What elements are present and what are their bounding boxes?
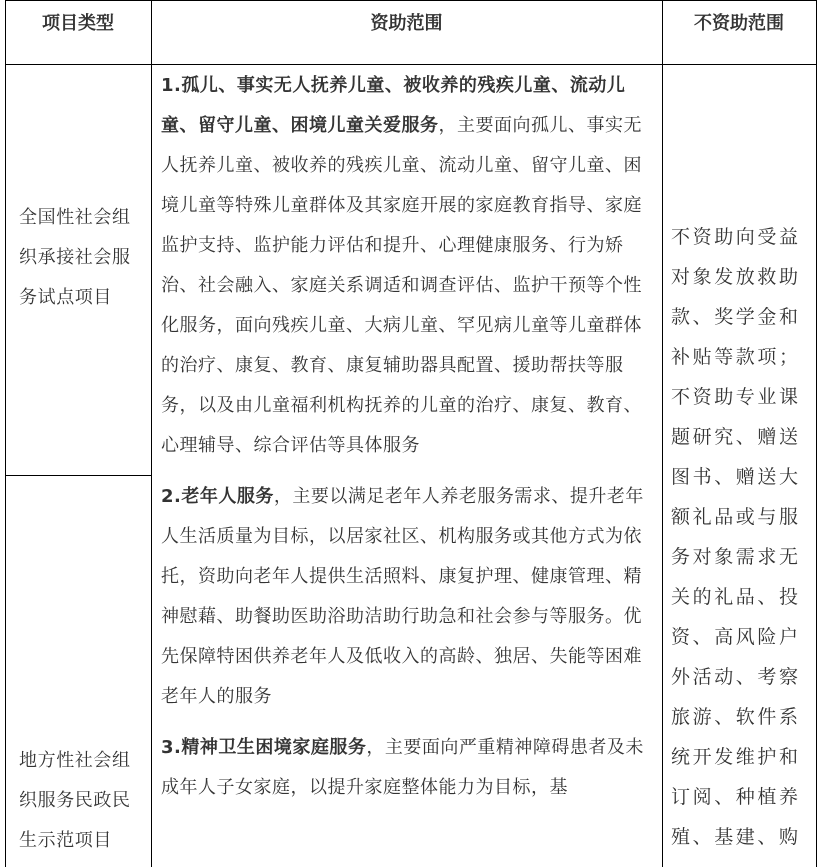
- funding-item-title: 2.老年人服务: [161, 486, 274, 507]
- not-funded-text: 不资助向受益对象发放救助款、奖学金和补贴等款项；不资助专业课题研究、赠送图书、赠送大额礼品或与服务对象需求无关的礼品、投资、高风险户外活动、考察旅游、软件系统开发维护和订阅、种植养殖、基建、购: [671, 226, 801, 848]
- header-bottom-border: [5, 64, 817, 65]
- table-top-border: [5, 0, 817, 1]
- funding-item: [161, 477, 651, 717]
- header-project-type: 项目类型: [42, 13, 114, 34]
- funding-item: [161, 728, 651, 808]
- project-type-national: 全国性社会组织承接社会服务试点项目: [19, 207, 131, 308]
- row-divider: [5, 475, 151, 476]
- table-left-border: [5, 0, 6, 867]
- funding-item-body: ，主要面向孤儿、事实无人抚养儿童、被收养的残疾儿童、流动儿童、留守儿童、困境儿童等特殊儿童群体及其家庭开展的家庭教育指导、家庭监护支持、监护能力评估和提升、心理健康服务、行为矫治、社会融入、家庭关系调适和调查评估、监护干预等个性化服务，面向残疾儿童、大病儿童、罕见病儿童等儿童群体的治疗、康复、教育、康复辅助器具配置、援助帮扶等服务，以及由儿童福利机构抚养的儿童的治疗、康复、教育、心理辅导、综合评估等具体服务: [161, 115, 642, 456]
- funding-item: [161, 66, 651, 466]
- funding-item-body: ，主要以满足老年人养老服务需求、提升老年人生活质量为目标，以居家社区、机构服务或其他方式为依托，资助向老年人提供生活照料、康复护理、健康管理、精神慰藉、助餐助医助浴助洁助行助急和社会参与等服务。优先保障特困供养老年人及低收入的高龄、独居、失能等困难老年人的服务: [161, 486, 644, 707]
- header-not-funded: 不资助范围: [694, 13, 784, 34]
- funding-item-title: 3.精神卫生困境家庭服务: [161, 737, 367, 758]
- column-divider-2: [662, 0, 663, 867]
- funding-item-body: ，主要面向严重精神障碍患者及未成年人子女家庭，以提升家庭整体能力为目标，基: [161, 737, 644, 798]
- column-divider-1: [151, 0, 152, 867]
- project-type-local: 地方性社会组织服务民政民生示范项目: [19, 750, 131, 851]
- funding-scope-list: [161, 66, 651, 808]
- header-funding-scope: 资助范围: [370, 13, 443, 34]
- funding-item-title: 1.孤儿、事实无人抚养儿童、被收养的残疾儿童、流动儿童、留守儿童、困境儿童关爱服务: [161, 75, 626, 136]
